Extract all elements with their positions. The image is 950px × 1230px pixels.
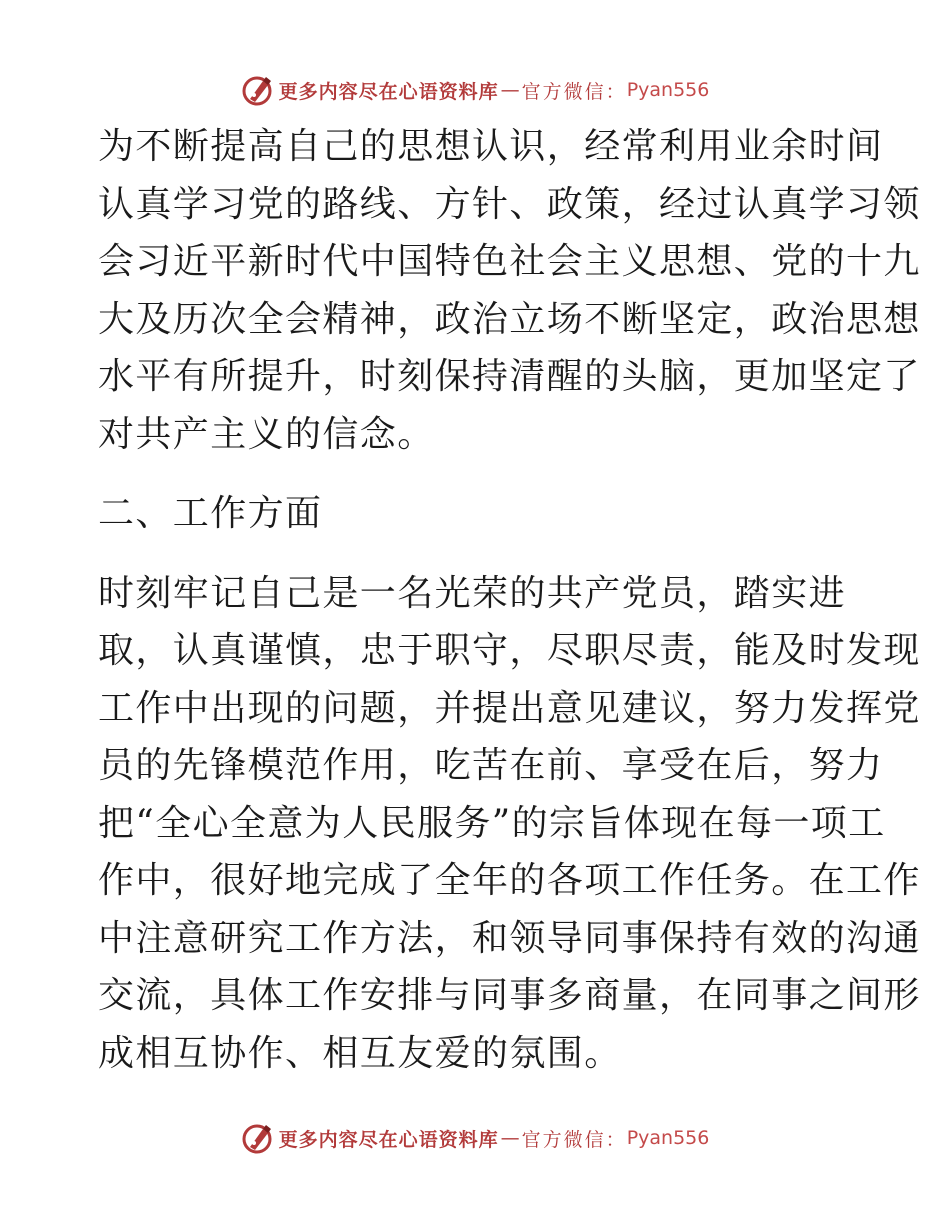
document-body [98,118,921,1082]
text-line: 为不断提高自己的思想认识，经常利用业余时间 [98,126,884,167]
text-line: 认真学习党的路线、方针、政策，经过认真学习领 [98,183,921,225]
text-line: 对共产主义的信念。 [98,413,435,455]
text-line: 大及历次全会精神，政治立场不断坚定，政治思想 [98,298,921,340]
paragraph-2 [98,565,921,1083]
text-line: 会习近平新时代中国特色社会主义思想、党的十九 [98,241,921,282]
banner-brand-text: 更多内容尽在心语资料库 [278,1128,499,1151]
banner-official-label: 官方微信： [521,80,627,103]
pen-logo-icon [241,73,275,107]
section-heading [98,485,858,543]
section-heading-text: 二、工作方面 [98,493,323,534]
text-line: 把“全心全意为人民服务”的宗旨体现在每一项工 [98,802,886,844]
paragraph-1 [98,118,921,463]
text-line: 时刻牢记自己是一名光荣的共产党员，踏实进 [98,572,847,614]
text-line: 成相互协作、相互友爱的氛围。 [98,1032,622,1074]
banner-brand-text: 更多内容尽在心语资料库 [278,80,499,103]
footer-banner [0,1118,950,1158]
text-line: 作中，很好地完成了全年的各项工作任务。在工作 [98,860,921,901]
header-banner [0,70,950,110]
pen-logo-icon [241,1121,275,1155]
text-line: 交流，具体工作安排与同事多商量，在同事之间形 [98,975,921,1016]
banner-account: Pyan556 [626,79,710,101]
text-line: 中注意研究工作方法，和领导同事保持有效的沟通 [98,917,921,959]
text-line: 员的先锋模范作用，吃苦在前、享受在后，努力 [98,745,884,786]
banner-separator: — [500,1127,520,1149]
banner-account: Pyan556 [626,1127,710,1149]
text-line: 水平有所提升，时刻保持清醒的头脑，更加坚定了 [98,356,921,397]
banner-separator: — [500,79,520,101]
text-line: 工作中出现的问题，并提出意见建议，努力发挥党 [98,687,921,729]
banner-official-label: 官方微信： [521,1128,627,1151]
text-line: 取，认真谨慎，忠于职守，尽职尽责，能及时发现 [98,630,921,671]
